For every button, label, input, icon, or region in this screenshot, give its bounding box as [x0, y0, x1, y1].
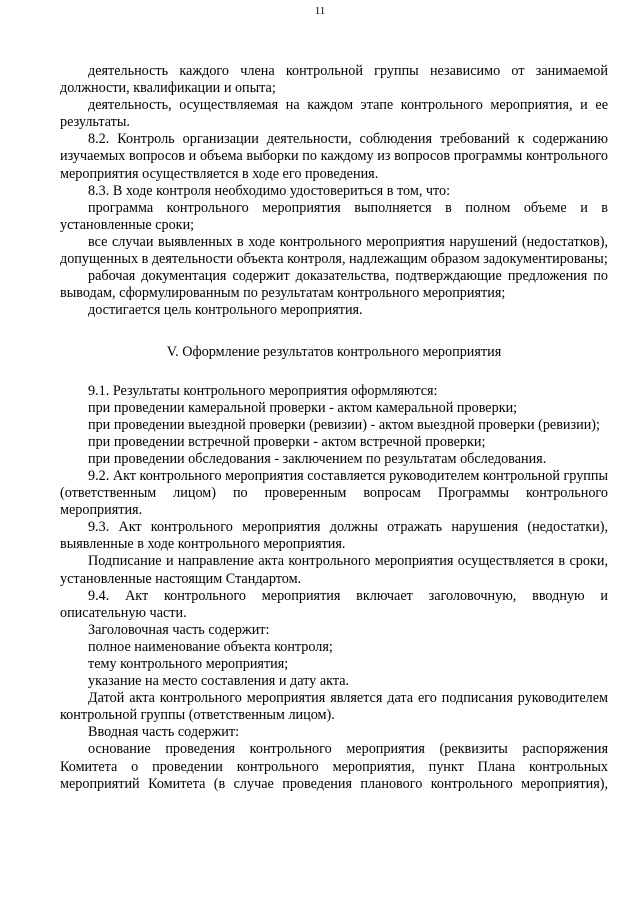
paragraph: 9.3. Акт контрольного мероприятия должны отражать нарушения (недостатки), выявленные в ходе контрольного мероприятия. [60, 519, 608, 553]
paragraph: Подписание и направление акта контрольного мероприятия осуществляется в сроки, установленные настоящим Стандартом. [60, 553, 608, 587]
section-heading: V. Оформление результатов контрольного мероприятия [166, 344, 502, 361]
paragraph: Заголовочная часть содержит: [88, 621, 270, 638]
paragraph: при проведении встречной проверки - актом встречной проверки; [88, 433, 486, 450]
paragraph: основание проведения контрольного мероприятия (реквизиты распоряжения Комитета о проведении контрольного мероприятия, пункт Плана контрольных мероприятий Комитета (в случае проведения планового контрольного мероприятия), [60, 741, 608, 792]
paragraph: деятельность каждого члена контрольной группы независимо от занимаемой должности, квалификации и опыта; [60, 63, 608, 97]
paragraph: рабочая документация содержит доказательства, подтверждающие предложения по выводам, сформулированным по результатам контрольного мероприятия; [60, 268, 608, 302]
paragraph: Датой акта контрольного мероприятия является дата его подписания руководителем контрольной группы (ответственным лицом). [60, 690, 608, 724]
paragraph: достигается цель контрольного мероприятия. [88, 302, 363, 319]
paragraph: указание на место составления и дату акта. [88, 673, 350, 690]
paragraph: 9.1. Результаты контрольного мероприятия оформляются: [88, 382, 438, 399]
paragraph: все случаи выявленных в ходе контрольного мероприятия нарушений (недостатков), допущенных в деятельности объекта контроля, надлежащим образом задокументированы; [60, 233, 608, 268]
paragraph: при проведении камеральной проверки - актом камеральной проверки; [88, 399, 518, 416]
paragraph: 8.3. В ходе контроля необходимо удостовериться в том, что: [88, 182, 451, 199]
paragraph: программа контрольного мероприятия выполняется в полном объеме и в установленные сроки; [60, 199, 608, 233]
paragraph: 9.2. Акт контрольного мероприятия составляется руководителем контрольной группы (ответственным лицом) по проверенным вопросам Программы контрольного мероприятия. [60, 467, 609, 519]
document-body [60, 63, 608, 793]
paragraph: деятельность, осуществляемая на каждом этапе контрольного мероприятия, и ее результаты. [60, 97, 608, 131]
paragraph: 8.2. Контроль организации деятельности, соблюдения требований к содержанию изучаемых вопросов и объема выборки по каждому из вопросов программы контрольного мероприятия осуществляется в ходе его проведения. [60, 131, 608, 182]
page-number: 11 [314, 5, 326, 17]
paragraph: 9.4. Акт контрольного мероприятия включает заголовочную, вводную и описательную части. [60, 587, 608, 621]
paragraph: Вводная часть содержит: [88, 724, 240, 741]
paragraph: при проведении обследования - заключением по результатам обследования. [88, 450, 547, 467]
paragraph: тему контрольного мероприятия; [88, 656, 289, 672]
paragraph: при проведении выездной проверки (ревизии) - актом выездной проверки (ревизии); [88, 416, 600, 433]
paragraph: полное наименование объекта контроля; [88, 638, 333, 655]
